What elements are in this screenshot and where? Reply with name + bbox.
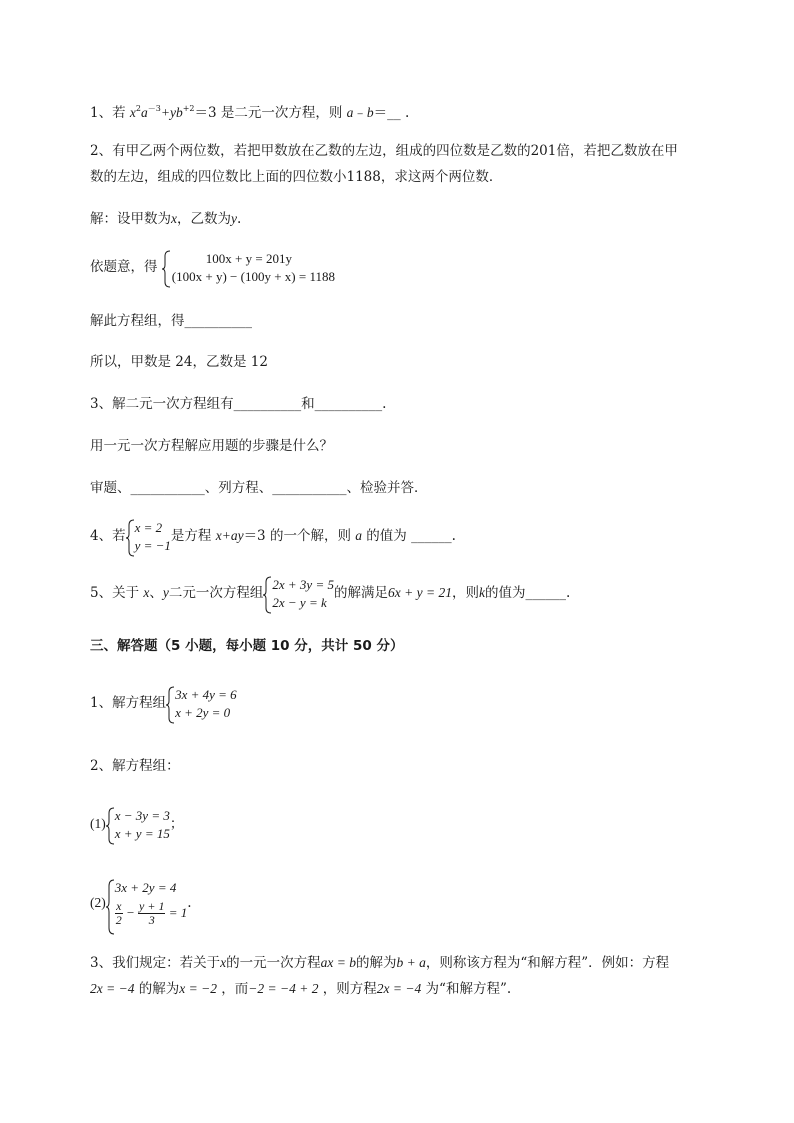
q2-by-text: 依题意，得 [90, 259, 158, 275]
problem-1 [90, 683, 237, 723]
q5-prefix: 5、关于 [90, 585, 140, 601]
p3-line-1 [90, 953, 669, 973]
fraction-numerator: x [116, 899, 122, 914]
q1-var-x: x [129, 105, 136, 120]
q5-mid3: ，则 [451, 585, 479, 601]
p2-title: 2、解方程组： [90, 758, 180, 774]
q4-eq-1: x = 2 [134, 519, 163, 535]
p2-sub1-eq-1: x − 3y = 3 [114, 807, 170, 823]
q1-tail-b: b [366, 105, 374, 120]
left-brace-icon [162, 250, 171, 288]
q3-line: 3、解二元一次方程组有__________和__________. [90, 396, 387, 412]
q2-answer-line: 所以，甲数是 24，乙数是 12 [90, 354, 268, 370]
q2-system-line [90, 247, 335, 287]
left-brace-icon [106, 807, 115, 845]
q2-solve-line: 解此方程组，得__________ [90, 313, 252, 329]
q5-condition: 6x + y = 21 [387, 585, 452, 600]
p3-solution: b + a [396, 955, 426, 970]
q5-tail: 的值为______. [484, 585, 571, 601]
q1-exp-b: +2 [182, 104, 195, 113]
p3-text-h: ，而 [221, 981, 249, 997]
p3-equation: ax = b [320, 955, 356, 970]
p3-text-f: 的解为 [138, 981, 180, 997]
p1-prefix: 1、解方程组 [90, 695, 167, 711]
fraction [115, 900, 123, 927]
p2-sub2-tail: . [187, 895, 192, 911]
p2-sub2-label: (2) [90, 895, 106, 910]
q2-line-1: 2、有甲乙两个两位数，若把甲数放在乙数的左边，组成的四位数是乙数的201倍，若把乙数放在甲 [90, 143, 678, 159]
p2-sub-1 [90, 804, 183, 844]
q2-eq-2: (100x + y) − (100y + x) = 1188 [171, 268, 335, 284]
p3-var-x: x [220, 955, 227, 970]
fraction-denominator: 3 [148, 913, 155, 928]
p3-example-eq: 2x = −4 [90, 981, 135, 996]
p3-line-2 [90, 979, 511, 999]
p3-text-d: ，则称该方程为“和解方程”．例如：方程 [425, 955, 670, 971]
p3-text-c: 的解为 [355, 955, 397, 971]
fraction [138, 900, 165, 927]
q1-blank: ＝__ . [373, 105, 410, 121]
q4-var-a: a [355, 528, 362, 543]
p3-check-eq: −2 = −4 + 2 [248, 981, 319, 996]
p1-eq-2: x + 2y = 0 [175, 704, 231, 720]
q2-equation-system [162, 250, 335, 286]
q5-var-k: k [478, 585, 485, 600]
q5-var-x: x [143, 585, 150, 600]
p3-example-sol: x = −2 [179, 981, 217, 996]
q2-sol-x: x [171, 211, 177, 226]
p3-text-a: 3、我们规定：若关于 [90, 955, 221, 971]
left-brace-icon [126, 519, 135, 557]
p2-sub1-tail: ； [169, 816, 184, 832]
q4-eq-2: y = −1 [134, 537, 171, 553]
question-5 [90, 573, 570, 613]
q3-question: 用一元一次方程解应用题的步骤是什么？ [90, 438, 333, 454]
p3-text-b: 的一元一次方程 [226, 955, 321, 971]
q1-var-b: b [175, 105, 183, 120]
q2-sol-mid: ，乙数为 [177, 211, 231, 227]
q5-equation-system [263, 576, 334, 612]
left-brace-icon [106, 879, 115, 935]
q2-eq-1: 100x + y = 201y [205, 250, 292, 266]
q1-var-a: a [140, 105, 148, 120]
p3-example-eq-2: 2x = −4 [376, 981, 422, 996]
p2-sub2-system [106, 879, 188, 929]
q5-sep: 、 [149, 585, 163, 601]
question-4 [90, 516, 456, 556]
q4-prefix: 4、若 [90, 528, 126, 544]
q5-eq-1: 2x + 3y = 5 [272, 576, 334, 592]
question-1 [90, 99, 409, 123]
p2-sub-2 [90, 872, 192, 934]
q4-tail: 的值为 ______. [366, 528, 456, 544]
q1-equals-text: ＝3 是二元一次方程，则 [194, 105, 343, 121]
q1-exp-2: 2 [135, 104, 141, 113]
q1-exp-a: －3 [147, 104, 161, 113]
equation-rhs: = 1 [168, 904, 188, 920]
left-brace-icon [166, 686, 175, 724]
p2-sub2-eq-1: 3x + 2y = 4 [114, 879, 177, 895]
p2-sub1-label: (1) [90, 816, 106, 831]
p3-text-l: 为“和解方程”. [425, 981, 512, 997]
q1-minus: ﹣ [353, 105, 367, 121]
q2-line-2: 数的左边，组成的四位数比上面的四位数小1188，求这两个两位数． [90, 169, 503, 185]
q1-number: 1、若 [90, 105, 126, 121]
q2-solution-intro [90, 209, 241, 229]
q5-mid2: 的解满足 [333, 585, 388, 601]
q5-mid: 二元一次方程组 [168, 585, 264, 601]
p3-text-j: ，则方程 [322, 981, 377, 997]
q5-var-y: y [162, 585, 169, 600]
p2-sub1-system [106, 807, 170, 843]
q1-tail-a: a [346, 105, 354, 120]
q3-steps: 审题、___________、列方程、___________、检验并答． [90, 480, 428, 496]
section-title: 三、解答题（5 小题，每小题 10 分，共计 50 分） [90, 638, 404, 654]
q4-equation-system [126, 519, 171, 555]
q2-sol-y: y [231, 211, 237, 226]
p1-eq-1: 3x + 4y = 6 [175, 686, 237, 702]
q2-sol-end: . [237, 211, 242, 227]
fraction-denominator: 2 [115, 913, 122, 928]
q4-expr: x+ay [215, 528, 244, 543]
p2-sub2-eq-2 [115, 897, 188, 929]
minus-sign: − [126, 904, 135, 920]
q2-sol-prefix: 解：设甲数为 [90, 211, 171, 227]
q1-plus-y: +y [160, 105, 176, 120]
p2-sub1-eq-2: x + y = 15 [114, 825, 170, 841]
fraction-numerator: y + 1 [139, 899, 165, 914]
q5-eq-2: 2x − y = k [272, 594, 327, 610]
q4-mid: 是方程 [170, 528, 212, 544]
q4-rest: ＝3 的一个解，则 [243, 528, 351, 544]
left-brace-icon [263, 576, 272, 614]
p1-equation-system [166, 686, 237, 722]
